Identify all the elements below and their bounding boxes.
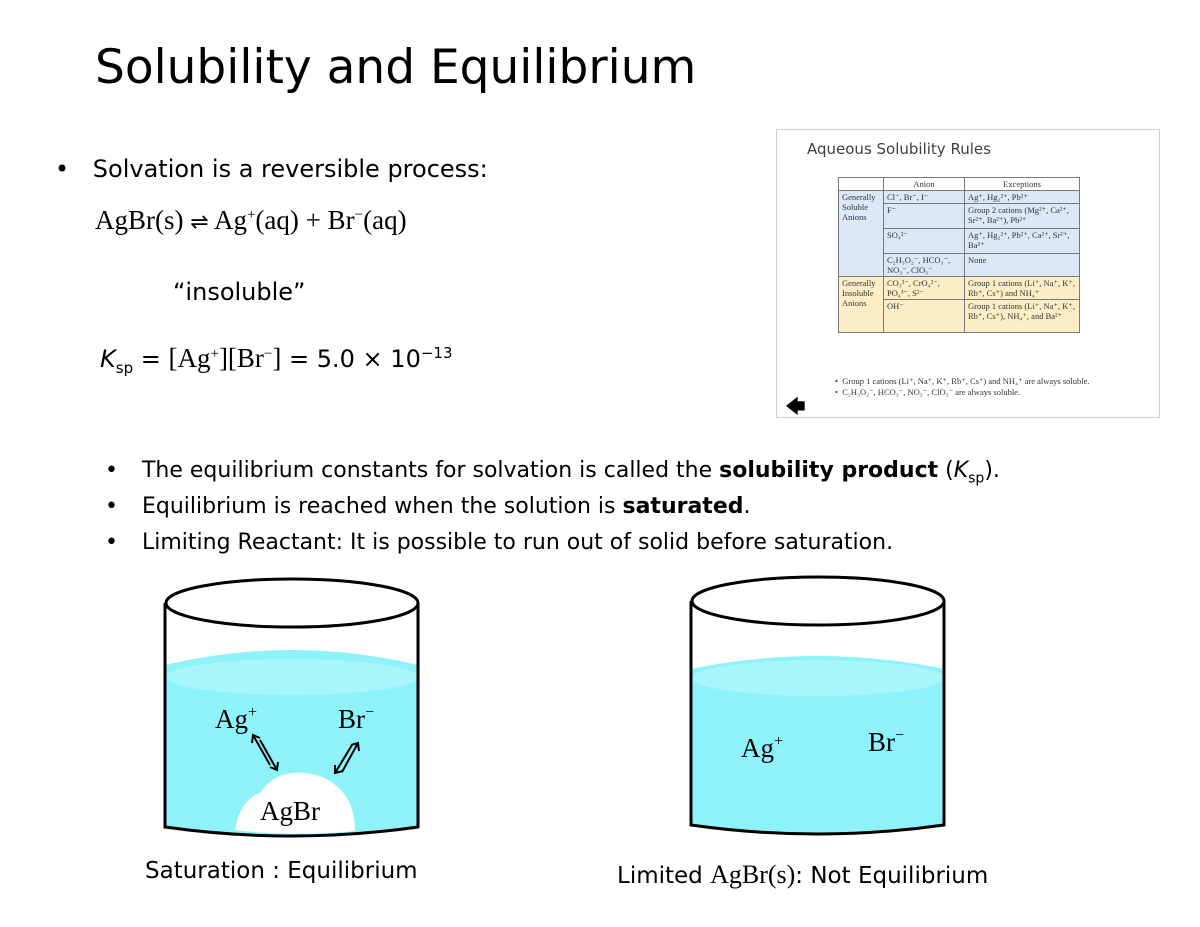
ksp-expression (100, 343, 453, 377)
dissolution-equation (95, 205, 407, 236)
bullet-text: ). (984, 458, 1000, 483)
limited-caption (617, 860, 988, 890)
bullet-dot: • (105, 494, 118, 519)
bullet-dot: • (105, 458, 118, 483)
soluble-group-label: Generally Soluble Anions (839, 191, 884, 277)
bullet-text: Solvation is a reversible process: (92, 155, 488, 183)
bold-term: saturated (622, 494, 744, 519)
table-cell: C₂H₃O₂⁻, HCO₃⁻, NO₃⁻, ClO₃⁻ (884, 254, 965, 277)
bold-term: solubility product (719, 458, 939, 483)
br-ion-label: Br− (338, 704, 375, 734)
table-cell: CO₃²⁻, CrO₄²⁻, PO₄³⁻, S²⁻ (884, 277, 965, 300)
ksp-ag-charge: + (210, 346, 219, 362)
equilibrium-arrow-icon: ⇌ (190, 210, 209, 235)
solubility-rules-card (776, 129, 1160, 418)
bullet-text: . (743, 494, 751, 519)
insoluble-label: “insoluble” (173, 278, 306, 306)
caption-text: : Not Equilibrium (795, 863, 989, 889)
table-cell: Group 1 cations (Li⁺, Na⁺, K⁺, Rb⁺, Cs⁺), NH₄⁺, and Ba²⁺ (965, 300, 1080, 333)
bullet-text: Equilibrium is reached when the solution is (141, 494, 623, 519)
table-header: Exceptions (965, 178, 1080, 191)
ksp-sub: sp (115, 358, 134, 377)
ksp-close: ] (272, 343, 282, 373)
ksp-br-charge: − (263, 346, 273, 362)
eq-ag: Ag (213, 205, 247, 235)
table-cell: Group 1 cations (Li⁺, Na⁺, K⁺, Rb⁺, Cs⁺) and NH₄⁺ (965, 277, 1080, 300)
ksp-k: K (100, 345, 116, 373)
ksp-sub: sp (968, 470, 985, 487)
ksp-k: K (953, 458, 969, 483)
table-cell: None (965, 254, 1080, 277)
table-cell: Ag⁺, Hg₂²⁺, Pb²⁺ (965, 191, 1080, 204)
note-item: • C₂H₃O₂⁻, HCO₃⁻, NO₃⁻, ClO₃⁻ are always soluble. (835, 387, 1021, 397)
bullet-text: ( (938, 458, 954, 483)
back-arrow-icon[interactable]: 🡄 (785, 394, 806, 418)
solubility-table (838, 177, 1080, 333)
bullet-saturated (105, 494, 750, 519)
table-header-row (839, 178, 1080, 191)
water-surface (692, 660, 944, 696)
note-item: • Group 1 cations (Li⁺, Na⁺, K⁺, Rb⁺, Cs⁺) and NH₄⁺ are always soluble. (835, 376, 1090, 386)
eq-ag-charge: + (246, 207, 256, 223)
table-cell: Ag⁺, Hg₂²⁺, Pb²⁺, Ca²⁺, Sr²⁺, Ba²⁺ (965, 229, 1080, 254)
table-row (839, 191, 1080, 204)
table-header (839, 178, 884, 191)
ksp-equals: = (133, 345, 169, 373)
table-cell: Group 2 cations (Mg²⁺, Ca²⁺, Sr²⁺, Ba²⁺), Pb²⁺ (965, 204, 1080, 229)
saturation-caption: Saturation : Equilibrium (145, 858, 418, 884)
ksp-exponent: −13 (420, 344, 453, 362)
table-row (839, 277, 1080, 300)
caption-text: Limited (617, 863, 711, 889)
table-header: Anion (884, 178, 965, 191)
table-cell: F⁻ (884, 204, 965, 229)
bullet-dot: • (55, 155, 70, 183)
ksp-value: = 5.0 × 10 (281, 345, 421, 373)
ag-ion-label: Ag+ (741, 733, 784, 763)
ksp-br: ][Br (218, 343, 264, 373)
bullet-limiting-reactant (105, 530, 893, 555)
bullet-text: Limiting Reactant: It is possible to run out of solid before saturation. (141, 530, 894, 555)
table-cell: SO₄²⁻ (884, 229, 965, 254)
insoluble-group-label: Generally Insoluble Anions (839, 277, 884, 333)
agbr-label: AgBr (260, 796, 320, 826)
caption-chem: AgBr(s) (710, 860, 796, 889)
limited-beaker (686, 573, 951, 838)
card-title: Aqueous Solubility Rules (807, 140, 991, 158)
slide-title: Solubility and Equilibrium (95, 40, 697, 95)
bullet-text: The equilibrium constants for solvation is called the (141, 458, 720, 483)
eq-aq1: (aq) + Br (255, 205, 355, 235)
beaker-rim (166, 579, 418, 627)
note-text: C₂H₃O₂⁻, HCO₃⁻, NO₃⁻, ClO₃⁻ are always soluble. (842, 387, 1021, 397)
ksp-ag: [Ag (168, 343, 211, 373)
table-cell: OH⁻ (884, 300, 965, 333)
bullet-solubility-product (105, 458, 1000, 486)
eq-lhs: AgBr(s) (95, 205, 184, 235)
bullet-solvation (55, 155, 488, 183)
beaker-rim (692, 577, 944, 625)
table-cell: Cl⁻, Br⁻, I⁻ (884, 191, 965, 204)
saturated-beaker (160, 575, 425, 840)
water-surface (166, 659, 418, 695)
br-ion-label: Br− (868, 727, 905, 757)
eq-br-charge: − (354, 207, 364, 223)
table-notes (835, 376, 1090, 398)
eq-aq2: (aq) (363, 205, 407, 235)
ag-ion-label: Ag+ (215, 704, 258, 734)
bullet-dot: • (105, 530, 118, 555)
note-text: Group 1 cations (Li⁺, Na⁺, K⁺, Rb⁺, Cs⁺) and NH₄⁺ are always soluble. (842, 376, 1090, 386)
